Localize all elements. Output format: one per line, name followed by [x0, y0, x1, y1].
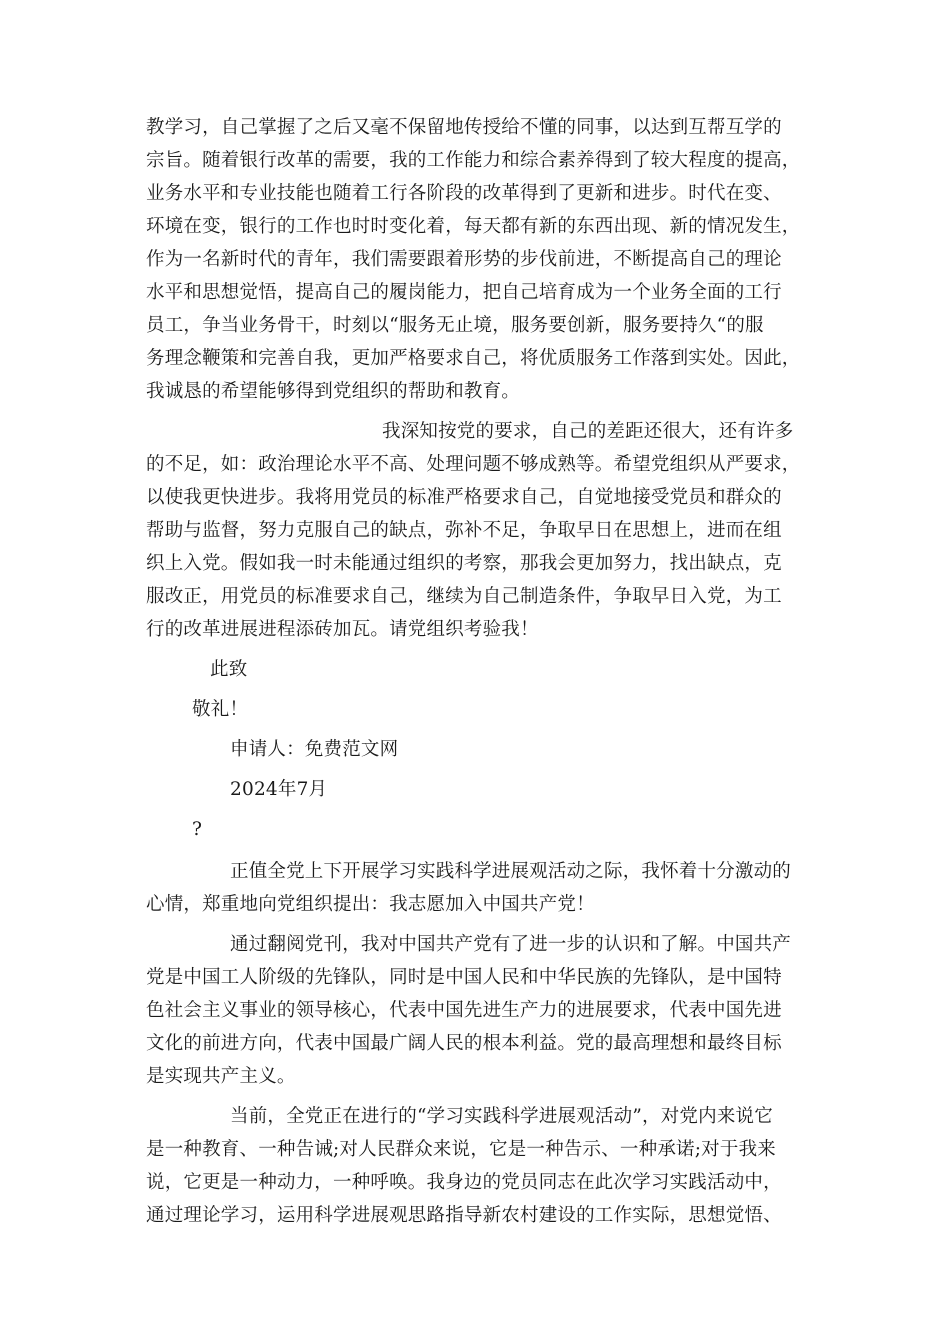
text-line: 的不足，如：政治理论水平不高、处理问题不够成熟等。希望党组织从严要求，	[146, 454, 801, 475]
text-line: 行的改革进展进程添砖加瓦。请党组织考验我！	[146, 619, 539, 640]
application-date: 2024年7月	[230, 779, 328, 800]
text-line: 我诚恳的希望能够得到党组织的帮助和教育。	[146, 381, 521, 402]
text-line: 环境在变，银行的工作也时时变化着，每天都有新的东西出现、新的情况发生，	[146, 216, 801, 237]
text-line: 员工，争当业务骨干，时刻以“服务无止境，服务要创新，服务要持久“的服	[146, 315, 764, 336]
text-line: 帮助与监督，努力克服自己的缺点，弥补不足，争取早日在思想上，进而在组	[146, 520, 782, 541]
text-line: 是一种教育、一种告诫;对人民群众来说，它是一种告示、一种承诺;对于我来	[146, 1139, 776, 1160]
text-line: 心情，郑重地向党组织提出：我志愿加入中国共产党！	[146, 894, 595, 915]
respect-line: 敬礼！	[192, 699, 249, 720]
text-line: 当前，全党正在进行的“学习实践科学进展观活动”，对党内来说它	[230, 1106, 773, 1127]
text-line: 务理念鞭策和完善自我，更加严格要求自己，将优质服务工作落到实处。因此，	[146, 348, 801, 369]
text-line: 党是中国工人阶级的先锋队，同时是中国人民和中华民族的先锋队，是中国特	[146, 967, 782, 988]
text-line: 服改正，用党员的标准要求自己，继续为自己制造条件，争取早日入党，为工	[146, 586, 782, 607]
text-line: 我深知按党的要求，自己的差距还很大，还有许多	[382, 421, 794, 442]
text-line: 说，它更是一种动力，一种呼唤。我身边的党员同志在此次学习实践活动中，	[146, 1172, 782, 1193]
text-line: 教学习，自己掌握了之后又毫不保留地传授给不懂的同事，以达到互帮互学的	[146, 117, 782, 138]
text-line: 文化的前进方向，代表中国最广阔人民的根本利益。党的最高理想和最终目标	[146, 1033, 782, 1054]
text-line: 通过翻阅党刊，我对中国共产党有了进一步的认识和了解。中国共产	[230, 934, 792, 955]
text-line: 水平和思想觉悟，提高自己的履岗能力，把自己培育成为一个业务全面的工行	[146, 282, 782, 303]
text-line: 宗旨。随着银行改革的需要，我的工作能力和综合素养得到了较大程度的提高，	[146, 150, 801, 171]
placeholder-mark: ?	[192, 819, 203, 840]
text-line: 是实现共产主义。	[146, 1066, 296, 1087]
text-line: 通过理论学习，运用科学进展观思路指导新农村建设的工作实际，思想觉悟、	[146, 1205, 782, 1226]
salutation: 此致	[210, 659, 248, 680]
text-line: 以使我更快进步。我将用党员的标准严格要求自己，自觉地接受党员和群众的	[146, 487, 782, 508]
text-line: 色社会主义事业的领导核心，代表中国先进生产力的进展要求，代表中国先进	[146, 1000, 782, 1021]
text-line: 作为一名新时代的青年，我们需要跟着形势的步伐前进，不断提高自己的理论	[146, 249, 782, 270]
text-line: 正值全党上下开展学习实践科学进展观活动之际，我怀着十分激动的	[230, 861, 792, 882]
applicant-signature: 申请人：免费范文网	[230, 739, 399, 760]
text-line: 业务水平和专业技能也随着工行各阶段的改革得到了更新和进步。时代在变、	[146, 183, 782, 204]
text-line: 织上入党。假如我一时未能通过组织的考察，那我会更加努力，找出缺点，克	[146, 553, 782, 574]
